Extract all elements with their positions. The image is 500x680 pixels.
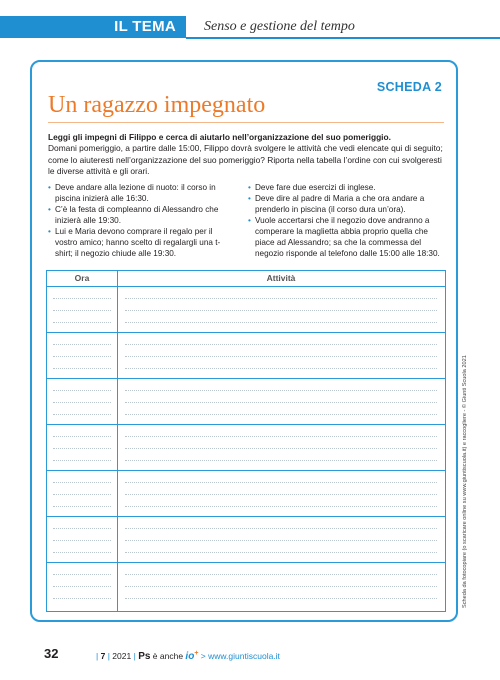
magazine-logo: Ps bbox=[138, 650, 151, 662]
time-writing-line[interactable] bbox=[53, 402, 111, 403]
also-label: è anche bbox=[152, 650, 184, 661]
table-row bbox=[47, 333, 445, 379]
issue-number: 7 bbox=[100, 650, 106, 661]
activity-writing-line[interactable] bbox=[125, 436, 437, 437]
time-writing-line[interactable] bbox=[53, 368, 111, 369]
website-link[interactable]: > www.giuntiscuola.it bbox=[200, 650, 280, 661]
list-item: • C’è la festa di compleanno di Alessandro che inizierà alle 19:30. bbox=[48, 204, 234, 226]
activity-writing-line[interactable] bbox=[125, 448, 437, 449]
table-row bbox=[47, 379, 445, 425]
time-writing-line[interactable] bbox=[53, 322, 111, 323]
activity-writing-line[interactable] bbox=[125, 528, 437, 529]
time-writing-line[interactable] bbox=[53, 344, 111, 345]
activity-writing-line[interactable] bbox=[125, 506, 437, 507]
table-row bbox=[47, 425, 445, 471]
activity-writing-line[interactable] bbox=[125, 552, 437, 553]
page-number: 32 bbox=[44, 646, 59, 661]
time-writing-line[interactable] bbox=[53, 298, 111, 299]
table-row bbox=[47, 287, 445, 333]
copyright-note: Scheda da fotocopiare (o scaricare online su www.giuntiscuola.it) e raccogliere - © Giunti Scuola 2021 bbox=[462, 355, 468, 608]
header bbox=[0, 0, 500, 38]
section-tab bbox=[0, 16, 186, 38]
time-writing-line[interactable] bbox=[53, 494, 111, 495]
time-writing-line[interactable] bbox=[53, 506, 111, 507]
list-item: • Lui e Maria devono comprare il regalo per il vostro amico; hanno scelto di regalargli una t-shirt; il negozio chiude alle 19:30. bbox=[48, 226, 234, 259]
activity-writing-line[interactable] bbox=[125, 586, 437, 587]
issue-year: 2021 bbox=[112, 650, 132, 661]
time-writing-line[interactable] bbox=[53, 448, 111, 449]
list-item: • Deve dire al padre di Maria a che ora andare a prenderlo in piscina (il corso dura un’ora). bbox=[248, 193, 444, 215]
activity-writing-line[interactable] bbox=[125, 344, 437, 345]
column-header-activity: Attività bbox=[266, 273, 296, 283]
table-row bbox=[47, 471, 445, 517]
activity-writing-line[interactable] bbox=[125, 494, 437, 495]
time-writing-line[interactable] bbox=[53, 390, 111, 391]
list-item: • Deve fare due esercizi di inglese. bbox=[248, 182, 444, 193]
list-item: • Deve andare alla lezione di nuoto: il corso in piscina inizierà alle 16:30. bbox=[48, 182, 234, 204]
activity-writing-line[interactable] bbox=[125, 298, 437, 299]
column-header-time: Ora bbox=[74, 273, 90, 283]
activity-writing-line[interactable] bbox=[125, 540, 437, 541]
tasks-list-right bbox=[248, 182, 444, 259]
activity-writing-line[interactable] bbox=[125, 368, 437, 369]
activity-writing-line[interactable] bbox=[125, 402, 437, 403]
io-logo: io bbox=[185, 650, 195, 662]
time-writing-line[interactable] bbox=[53, 528, 111, 529]
activity-writing-line[interactable] bbox=[125, 482, 437, 483]
activity-writing-line[interactable] bbox=[125, 460, 437, 461]
list-item: • Vuole accertarsi che il negozio dove andranno a comperare la maglietta abbia proprio quella che piace ad Alessandro; sa che la commessa del negozio risponde al telefono dalle 15:00 alle 18:30. bbox=[248, 215, 444, 259]
intro-body: Domani pomeriggio, a partire dalle 15:00, Filippo dovrà svolgere le attività che vedi elencate qui di seguito; come lo aiuteresti nell’organizzazione del suo pomeriggio? Riporta nella tabella l’ordine con cui svolgeresti le diverse attività e gli orari. bbox=[48, 143, 443, 176]
time-writing-line[interactable] bbox=[53, 414, 111, 415]
activity-writing-line[interactable] bbox=[125, 310, 437, 311]
time-writing-line[interactable] bbox=[53, 310, 111, 311]
sheet-title: Un ragazzo impegnato bbox=[48, 92, 266, 118]
activity-writing-line[interactable] bbox=[125, 598, 437, 599]
activity-writing-line[interactable] bbox=[125, 414, 437, 415]
activity-writing-line[interactable] bbox=[125, 356, 437, 357]
time-writing-line[interactable] bbox=[53, 356, 111, 357]
time-writing-line[interactable] bbox=[53, 460, 111, 461]
time-writing-line[interactable] bbox=[53, 540, 111, 541]
activity-writing-line[interactable] bbox=[125, 322, 437, 323]
time-writing-line[interactable] bbox=[53, 598, 111, 599]
sheet-label: SCHEDA 2 bbox=[376, 80, 442, 94]
tasks-list-left bbox=[48, 182, 234, 259]
table-header bbox=[47, 271, 445, 287]
time-writing-line[interactable] bbox=[53, 436, 111, 437]
header-subtitle: Senso e gestione del tempo bbox=[204, 19, 355, 34]
header-rule bbox=[186, 37, 500, 39]
section-label: IL TEMA bbox=[114, 18, 176, 35]
io-plus: + bbox=[194, 650, 199, 657]
time-writing-line[interactable] bbox=[53, 482, 111, 483]
worksheet-card bbox=[30, 60, 458, 622]
time-writing-line[interactable] bbox=[53, 586, 111, 587]
intro-lead: Leggi gli impegni di Filippo e cerca di aiutarlo nell’organizzazione del suo pomeriggio. bbox=[48, 132, 391, 142]
activity-writing-line[interactable] bbox=[125, 574, 437, 575]
title-divider bbox=[48, 122, 444, 123]
time-writing-line[interactable] bbox=[53, 574, 111, 575]
intro-text bbox=[48, 132, 448, 177]
footer-info: | 7 | 2021 | Ps è anche io+ > www.giuntiscuola.it bbox=[96, 650, 280, 662]
table-row bbox=[47, 563, 445, 609]
table-row bbox=[47, 517, 445, 563]
schedule-table bbox=[46, 270, 446, 612]
time-writing-line[interactable] bbox=[53, 552, 111, 553]
activity-writing-line[interactable] bbox=[125, 390, 437, 391]
